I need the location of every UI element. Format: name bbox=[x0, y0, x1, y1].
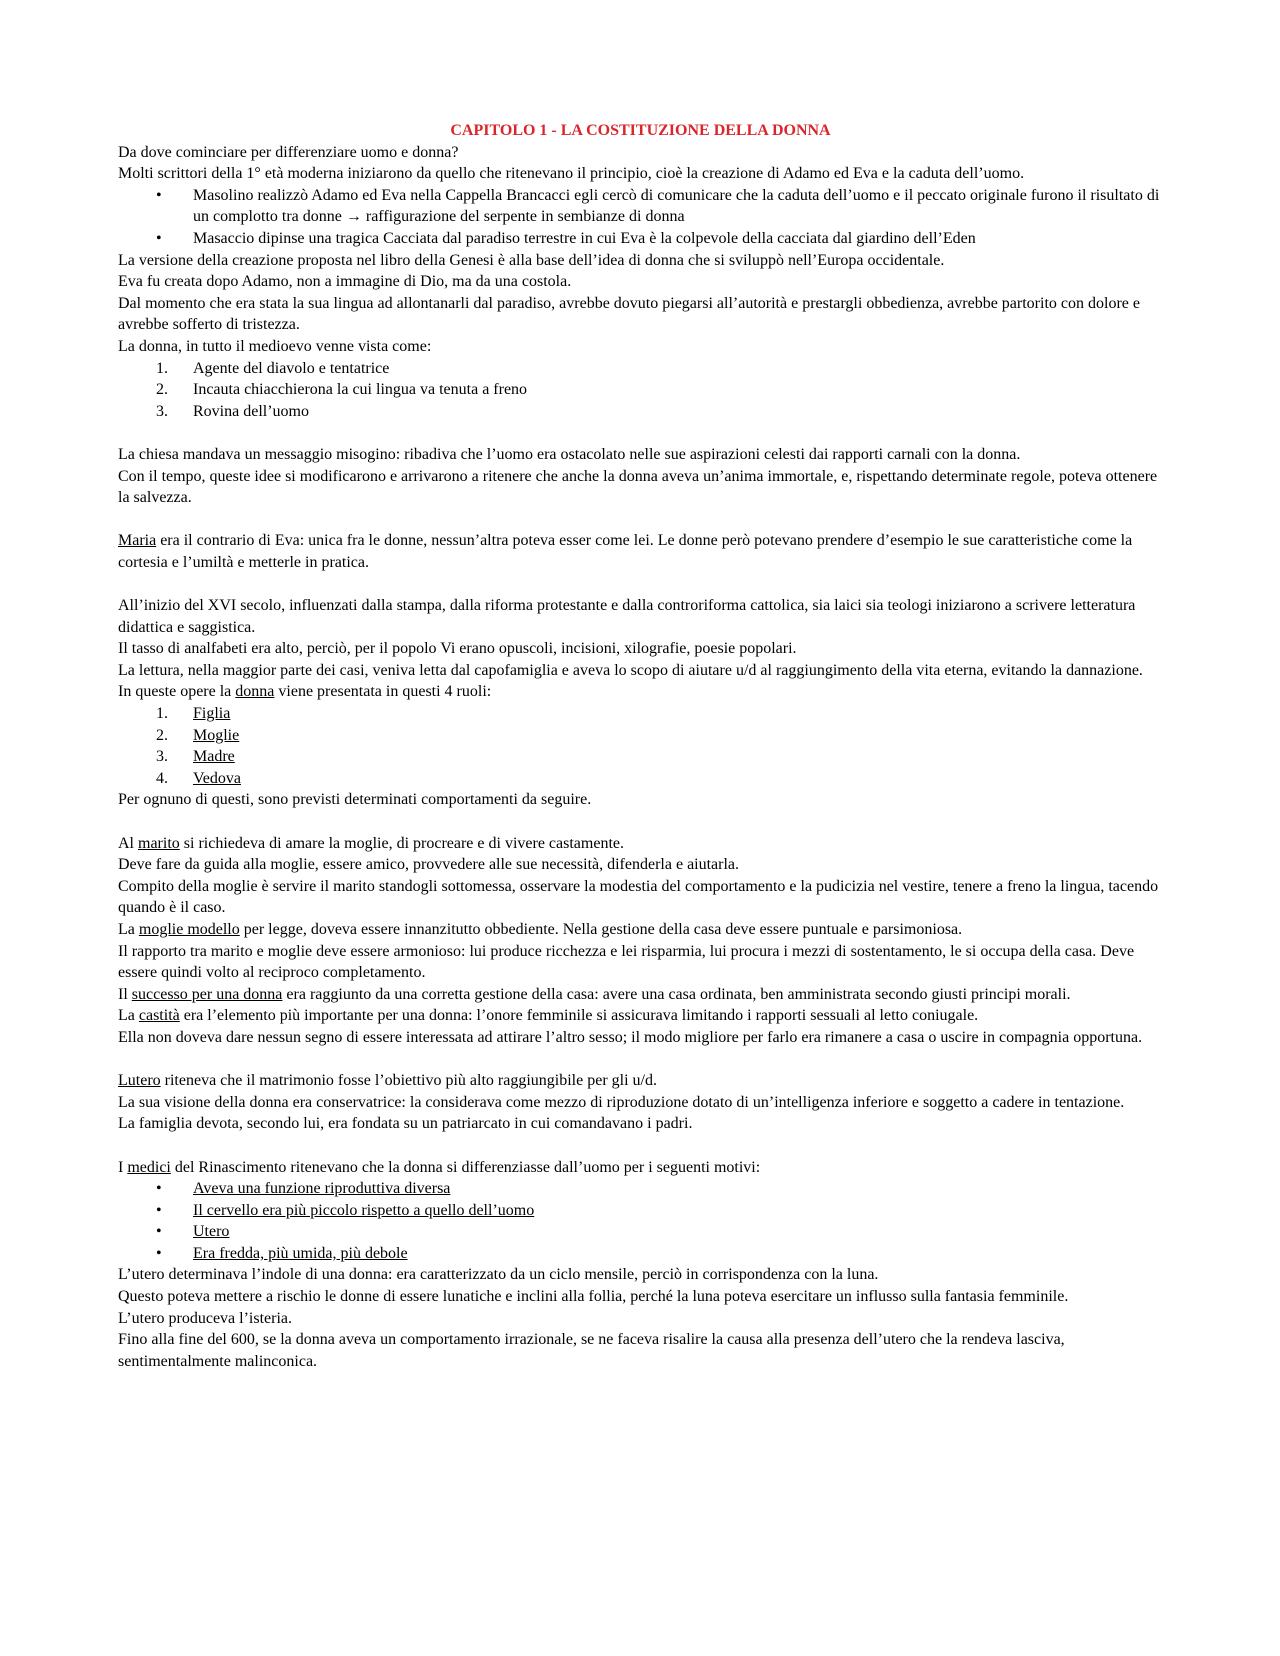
paragraph: La donna, in tutto il medioevo venne vista come: bbox=[118, 337, 432, 355]
paragraph: L’utero produceva l’isteria. bbox=[118, 1309, 293, 1327]
bullet-icon: • bbox=[156, 1244, 162, 1262]
paragraph: Fino alla fine del 600, se la donna aveva un comportamento irrazionale, se ne faceva risalire la causa alla presenza dell’utero che la rendeva lasciva, sentimentalmente malinconica. bbox=[118, 1331, 1065, 1370]
paragraph: La sua visione della donna era conservatrice: la considerava come mezzo di riproduzione dotato di un’intelligenza inferiore e soggetto a cadere in tentazione. bbox=[118, 1093, 1125, 1111]
paragraph: Il tasso di analfabeti era alto, perciò, per il popolo Vi erano opuscoli, incisioni, xilografie, poesie popolari. bbox=[118, 640, 797, 658]
paragraph: Il successo per una donna era raggiunto da una corretta gestione della casa: avere una casa ordinata, ben amministrata secondo giusti principi morali. bbox=[118, 985, 1071, 1003]
list-item: • Utero bbox=[118, 1221, 1163, 1243]
list-item: • Aveva una funzione riproduttiva diversa bbox=[118, 1178, 1163, 1200]
paragraph: La versione della creazione proposta nel libro della Genesi è alla base dell’idea di donna che si sviluppò nell’Europa occidentale. bbox=[118, 251, 945, 269]
bullet-list bbox=[118, 185, 1163, 250]
paragraph: In queste opere la donna viene presentata in questi 4 ruoli: bbox=[118, 683, 492, 701]
paragraph: L’utero determinava l’indole di una donna: era caratterizzato da un ciclo mensile, perciò in corrispondenza con la luna. bbox=[118, 1266, 879, 1284]
blank-line bbox=[118, 811, 1163, 833]
list-item: 2. Incauta chiacchierona la cui lingua va tenuta a freno bbox=[156, 381, 528, 399]
paragraph: Molti scrittori della 1° età moderna iniziarono da quello che ritenevano il principio, cioè la creazione di Adamo ed Eva e la caduta dell’uomo. bbox=[118, 165, 1025, 183]
blank-line bbox=[118, 1049, 1163, 1071]
paragraph: Questo poteva mettere a rischio le donne di essere lunatiche e inclini alla follia, perché la luna poteva esercitare un influsso sulla fantasia femminile. bbox=[118, 1288, 1069, 1306]
numbered-list bbox=[118, 703, 1163, 789]
blank-line bbox=[118, 509, 1163, 531]
paragraph: Il rapporto tra marito e moglie deve essere armonioso: lui produce ricchezza e lei risparmia, lui procura i mezzi di sostentamento, le si occupa della casa. Deve essere quindi volto al reciproco completamento. bbox=[118, 942, 1135, 982]
list-item: • Era fredda, più umida, più debole bbox=[118, 1243, 1163, 1265]
paragraph: Deve fare da guida alla moglie, essere amico, provvedere alle sue necessità, difenderla e aiutarla. bbox=[118, 856, 740, 874]
list-item: • Masaccio dipinse una tragica Cacciata dal paradiso terrestre in cui Eva è la colpevole della cacciata dal giardino dell’Eden bbox=[118, 228, 1163, 250]
list-item: 1. Agente del diavolo e tentatrice bbox=[156, 359, 390, 377]
document-body bbox=[118, 120, 1163, 1372]
paragraph: Maria era il contrario di Eva: unica fra le donne, nessun’altra poteva esser come lei. Le donne però potevano prendere d’esempio le sue caratteristiche come la cortesia e l’umiltà e metterle in pratica. bbox=[118, 532, 1133, 571]
list-item: 2. Moglie bbox=[156, 726, 240, 744]
list-item: • Il cervello era più piccolo rispetto a quello dell’uomo bbox=[118, 1200, 1163, 1222]
paragraph: All’inizio del XVI secolo, influenzati dalla stampa, dalla riforma protestante e dalla controriforma cattolica, sia laici sia teologi iniziarono a scrivere letteratura didattica e saggistica. bbox=[118, 597, 1136, 636]
chapter-title: CAPITOLO 1 - LA COSTITUZIONE DELLA DONNA bbox=[450, 122, 831, 139]
numbered-list bbox=[118, 358, 1163, 423]
paragraph: Lutero riteneva che il matrimonio fosse l’obiettivo più alto raggiungibile per gli u/d. bbox=[118, 1072, 657, 1090]
blank-line bbox=[118, 422, 1163, 444]
paragraph: La lettura, nella maggior parte dei casi, veniva letta dal capofamiglia e aveva lo scopo di aiutare u/d al raggiungimento della vita eterna, evitando la dannazione. bbox=[118, 661, 1143, 679]
bullet-icon: • bbox=[156, 1201, 162, 1219]
bullet-list bbox=[118, 1178, 1163, 1264]
list-item: 4. Vedova bbox=[156, 769, 241, 787]
paragraph: Dal momento che era stata la sua lingua ad allontanarli dal paradiso, avrebbe dovuto piegarsi all’autorità e prestargli obbedienza, avrebbe partorito con dolore e avrebbe sofferto di tristezza. bbox=[118, 294, 1140, 334]
paragraph: Con il tempo, queste idee si modificarono e arrivarono a ritenere che anche la donna aveva un’anima immortale, e, rispettando determinate regole, poteva ottenere la salvezza. bbox=[118, 467, 1158, 507]
blank-line bbox=[118, 1135, 1163, 1157]
paragraph: La moglie modello per legge, doveva essere innanzitutto obbediente. Nella gestione della casa deve essere puntuale e parsimoniosa. bbox=[118, 920, 963, 938]
paragraph: Eva fu creata dopo Adamo, non a immagine di Dio, ma da una costola. bbox=[118, 273, 572, 291]
paragraph: Al marito si richiedeva di amare la moglie, di procreare e di vivere castamente. bbox=[118, 834, 624, 852]
blank-line bbox=[118, 573, 1163, 595]
paragraph: Compito della moglie è servire il marito standogli sottomessa, osservare la modestia del comportamento e la pudicizia nel vestire, tenere a freno la lingua, tacendo quando è il caso. bbox=[118, 877, 1159, 917]
list-item: 3. Madre bbox=[156, 748, 235, 766]
paragraph: La chiesa mandava un messaggio misogino: ribadiva che l’uomo era ostacolato nelle sue aspirazioni celesti dai rapporti carnali con la donna. bbox=[118, 445, 1021, 463]
list-item: • Masolino realizzò Adamo ed Eva nella Cappella Brancacci egli cercò di comunicare che la caduta dell’uomo e il peccato originale furono il risultato di un complotto tra donne → raffigurazione del serpente in sembianze di donna bbox=[156, 186, 1160, 226]
list-item: 3. Rovina dell’uomo bbox=[156, 402, 309, 420]
paragraph: La castità era l’elemento più importante per una donna: l’onore femminile si assicurava limitando i rapporti sessuali al letto coniugale. bbox=[118, 1007, 979, 1025]
paragraph: Ella non doveva dare nessun segno di essere interessata ad attirare l’altro sesso; il modo migliore per farlo era rimanere a casa o uscire in compagnia opportuna. bbox=[118, 1028, 1143, 1046]
paragraph: I medici del Rinascimento ritenevano che la donna si differenziasse dall’uomo per i seguenti motivi: bbox=[118, 1158, 761, 1176]
bullet-icon: • bbox=[156, 186, 162, 204]
list-item: 1. Figlia bbox=[156, 705, 231, 723]
paragraph: La famiglia devota, secondo lui, era fondata su un patriarcato in cui comandavano i padri. bbox=[118, 1115, 693, 1133]
bullet-icon: • bbox=[156, 229, 162, 247]
paragraph: Per ognuno di questi, sono previsti determinati comportamenti da seguire. bbox=[118, 791, 592, 809]
bullet-icon: • bbox=[156, 1180, 162, 1198]
paragraph: Da dove cominciare per differenziare uomo e donna? bbox=[118, 143, 459, 161]
bullet-icon: • bbox=[156, 1223, 162, 1241]
